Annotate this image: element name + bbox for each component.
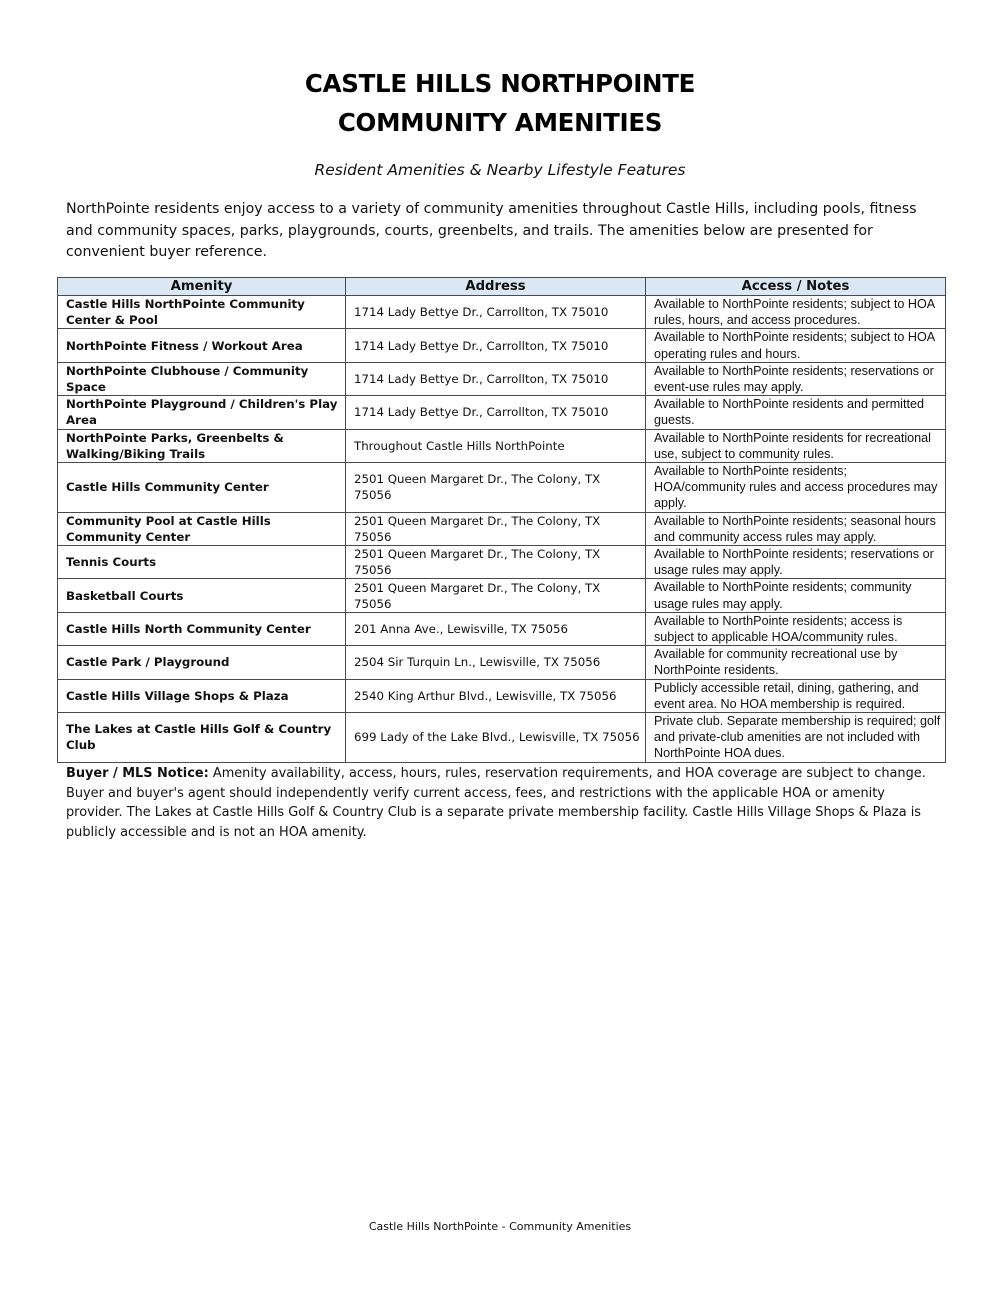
column-header-amenity: Amenity xyxy=(58,278,346,296)
amenity-notes: Available to NorthPointe residents; reservations or event-use rules may apply. xyxy=(646,362,946,395)
title-line-1: CASTLE HILLS NORTHPOINTE xyxy=(304,69,696,98)
amenity-name: Castle Hills NorthPointe Community Center & Pool xyxy=(58,296,346,329)
table-row xyxy=(58,612,946,645)
amenity-name: The Lakes at Castle Hills Golf & Country Club xyxy=(58,713,346,763)
table-row xyxy=(58,362,946,395)
notice-label: Buyer / MLS Notice: xyxy=(66,766,209,781)
amenities-table xyxy=(57,277,946,763)
amenity-address: Throughout Castle Hills NorthPointe xyxy=(346,429,646,462)
table-row xyxy=(58,579,946,612)
amenity-notes: Available to NorthPointe residents; HOA/community rules and access procedures may apply. xyxy=(646,463,946,513)
document-title xyxy=(0,64,1000,142)
table-header-row xyxy=(58,278,946,296)
table-row xyxy=(58,329,946,362)
amenity-notes: Publicly accessible retail, dining, gathering, and event area. No HOA membership is required. xyxy=(646,679,946,712)
amenity-name: NorthPointe Parks, Greenbelts & Walking/Biking Trails xyxy=(58,429,346,462)
amenity-notes: Available to NorthPointe residents; subject to HOA rules, hours, and access procedures. xyxy=(646,296,946,329)
amenity-address: 699 Lady of the Lake Blvd., Lewisville, TX 75056 xyxy=(346,713,646,763)
notice-text: Amenity availability, access, hours, rules, reservation requirements, and HOA coverage are subject to change. Buyer and buyer's agent should independently verify current access, fees, and restrictions with the applicable HOA or amenity provider. The Lakes at Castle Hills Golf & Country Club is a separate private membership facility. Castle Hills Village Shops & Plaza is publicly accessible and is not an HOA amenity. xyxy=(66,766,926,840)
amenity-notes: Available to NorthPointe residents; subject to HOA operating rules and hours. xyxy=(646,329,946,362)
amenity-name: NorthPointe Clubhouse / Community Space xyxy=(58,362,346,395)
buyer-mls-notice xyxy=(66,764,936,842)
amenity-name: Castle Hills Village Shops & Plaza xyxy=(58,679,346,712)
amenity-name: Castle Hills North Community Center xyxy=(58,612,346,645)
amenity-name: Castle Park / Playground xyxy=(58,646,346,679)
table-row xyxy=(58,429,946,462)
amenity-notes: Available to NorthPointe residents; reservations or usage rules may apply. xyxy=(646,546,946,579)
amenity-notes: Available to NorthPointe residents and permitted guests. xyxy=(646,396,946,429)
title-line-2: COMMUNITY AMENITIES xyxy=(337,108,663,137)
amenity-notes: Available to NorthPointe residents; community usage rules may apply. xyxy=(646,579,946,612)
amenity-name: Basketball Courts xyxy=(58,579,346,612)
table-row xyxy=(58,713,946,763)
amenity-address: 2540 King Arthur Blvd., Lewisville, TX 75056 xyxy=(346,679,646,712)
amenity-notes: Private club. Separate membership is required; golf and private-club amenities are not included with NorthPointe HOA dues. xyxy=(646,713,946,763)
amenity-address: 1714 Lady Bettye Dr., Carrollton, TX 75010 xyxy=(346,396,646,429)
amenity-address: 2501 Queen Margaret Dr., The Colony, TX 75056 xyxy=(346,579,646,612)
amenity-address: 2501 Queen Margaret Dr., The Colony, TX 75056 xyxy=(346,463,646,513)
amenity-address: 1714 Lady Bettye Dr., Carrollton, TX 75010 xyxy=(346,362,646,395)
amenity-notes: Available for community recreational use by NorthPointe residents. xyxy=(646,646,946,679)
amenity-address: 201 Anna Ave., Lewisville, TX 75056 xyxy=(346,612,646,645)
amenity-name: NorthPointe Fitness / Workout Area xyxy=(58,329,346,362)
page-footer: Castle Hills NorthPointe - Community Amenities xyxy=(368,1220,632,1233)
table-row xyxy=(58,546,946,579)
amenity-name: Castle Hills Community Center xyxy=(58,463,346,513)
amenity-address: 2501 Queen Margaret Dr., The Colony, TX 75056 xyxy=(346,546,646,579)
amenity-notes: Available to NorthPointe residents; seasonal hours and community access rules may apply. xyxy=(646,512,946,545)
amenity-name: Tennis Courts xyxy=(58,546,346,579)
table-row xyxy=(58,463,946,513)
amenity-notes: Available to NorthPointe residents; access is subject to applicable HOA/community rules. xyxy=(646,612,946,645)
amenity-name: Community Pool at Castle Hills Community Center xyxy=(58,512,346,545)
amenity-address: 1714 Lady Bettye Dr., Carrollton, TX 75010 xyxy=(346,296,646,329)
amenity-name: NorthPointe Playground / Children's Play Area xyxy=(58,396,346,429)
column-header-address: Address xyxy=(346,278,646,296)
amenity-address: 1714 Lady Bettye Dr., Carrollton, TX 75010 xyxy=(346,329,646,362)
table-row xyxy=(58,396,946,429)
amenity-address: 2504 Sir Turquin Ln., Lewisville, TX 75056 xyxy=(346,646,646,679)
amenity-notes: Available to NorthPointe residents for recreational use, subject to community rules. xyxy=(646,429,946,462)
table-row xyxy=(58,512,946,545)
table-row xyxy=(58,646,946,679)
column-header-notes: Access / Notes xyxy=(646,278,946,296)
intro-paragraph: NorthPointe residents enjoy access to a variety of community amenities throughout Castle Hills, including pools, fitness and community spaces, parks, playgrounds, courts, greenbelts, and trails. The amenities below are presented for convenient buyer reference. xyxy=(66,201,917,261)
amenity-address: 2501 Queen Margaret Dr., The Colony, TX 75056 xyxy=(346,512,646,545)
table-row xyxy=(58,679,946,712)
document-subtitle: Resident Amenities & Nearby Lifestyle Features xyxy=(314,161,686,179)
table-row xyxy=(58,296,946,329)
